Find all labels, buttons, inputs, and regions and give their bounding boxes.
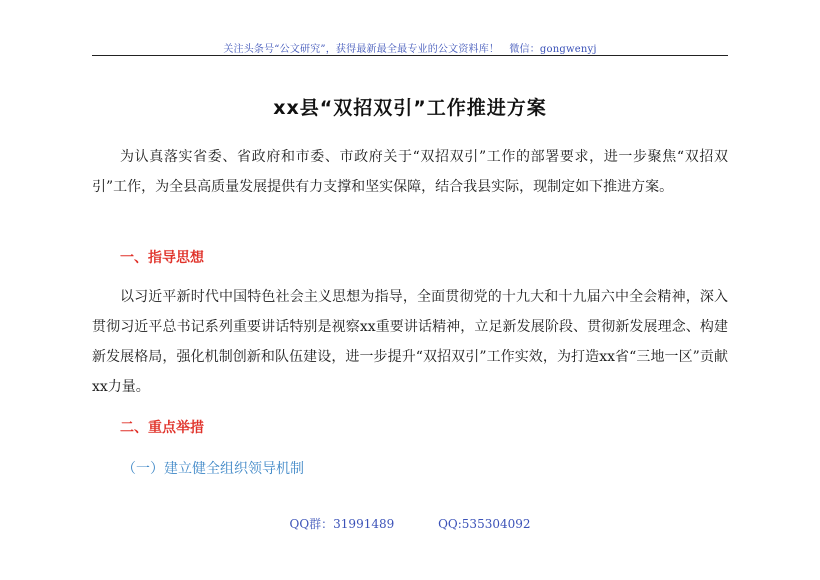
section-heading-key-measures: 二、重点举措 bbox=[120, 420, 204, 436]
footer-qq: QQ:535304092 bbox=[438, 517, 531, 531]
subsection-heading-organization: （一）建立健全组织领导机制 bbox=[122, 461, 304, 477]
section-heading-guiding-ideology: 一、指导思想 bbox=[120, 250, 204, 266]
guiding-ideology-paragraph: 以习近平新时代中国特色社会主义思想为指导，全面贯彻党的十九大和十九届六中全会精神，深入贯彻习近平总书记系列重要讲话特别是视察xx重要讲话精神，立足新发展阶段、贯彻新发展理念、构建新发展格局，强化机制创新和队伍建设，进一步提升“双招双引”工作实效，为打造xx省“三地一区”贡献xx力量。 bbox=[92, 289, 728, 395]
intro-paragraph: 为认真落实省委、省政府和市委、市政府关于“双招双引”工作的部署要求，进一步聚焦“双招双引”工作，为全县高质量发展提供有力支撑和坚实保障，结合我县实际，现制定如下推进方案。 bbox=[92, 149, 728, 195]
header-divider bbox=[92, 55, 728, 56]
footer-contact bbox=[0, 515, 820, 532]
header-promo-note: 关注头条号“公文研究”，获得最新最全最专业的公文资料库！ 微信：gongwenyj bbox=[223, 44, 597, 55]
footer-qq-group: QQ群：31991489 bbox=[289, 517, 395, 531]
document-title: xx县“双招双引”工作推进方案 bbox=[273, 97, 547, 119]
